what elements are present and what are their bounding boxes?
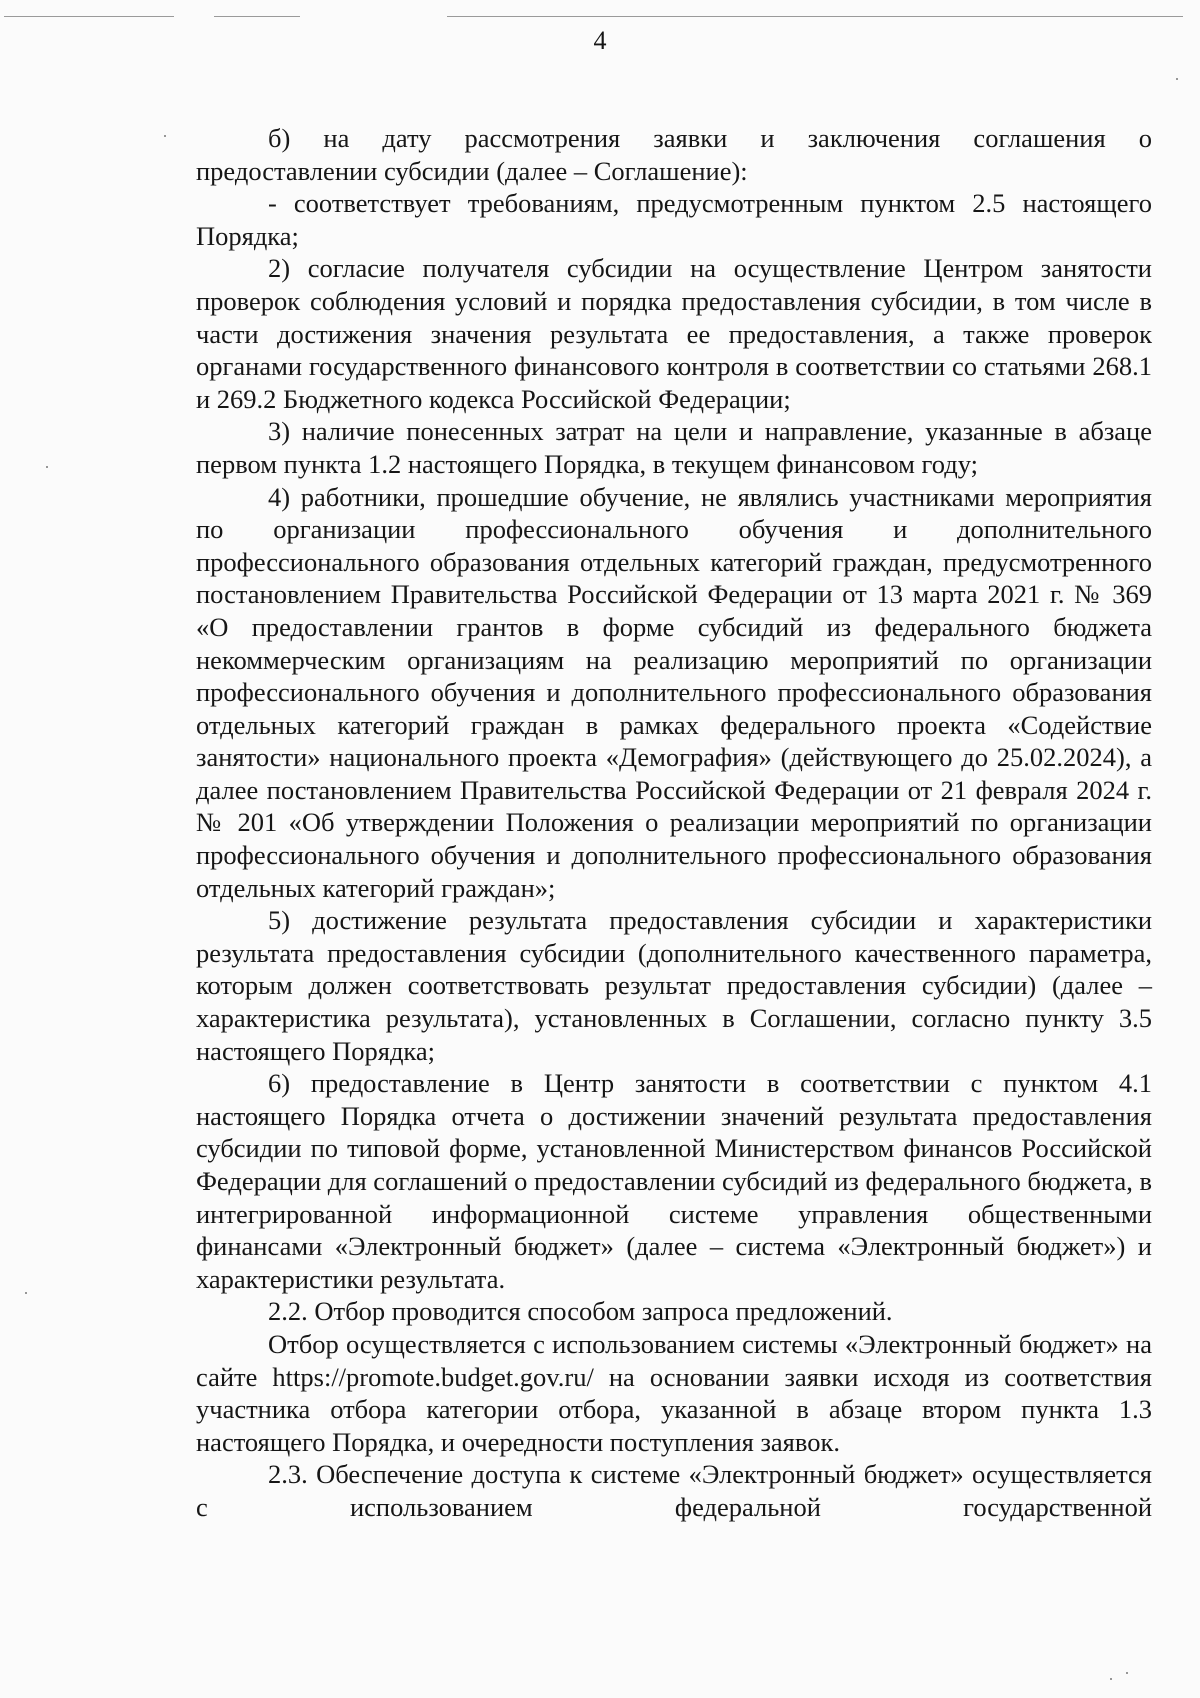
paragraph-7: 5) достижение результата предоставления субсидии и характеристики результата предоставления субсидии (дополнительного качественного параметра, которым должен соответствовать результат предоставления субсидии) (далее – характеристика результата), установленных в Соглашении, согласно пункту 3.5 настоящего Порядка; bbox=[196, 905, 1152, 1066]
scan-edge-line bbox=[214, 16, 300, 17]
paragraph-8: 6) предоставление в Центр занятости в соответствии с пунктом 4.1 настоящего Порядка отчета о достижении значений результата предоставления субсидии по типовой форме, установленной Министерством финансов Российской Федерации для соглашений о предоставлении субсидий из федерального бюджета, в интегрированной информационной системе управления общественными финансами «Электронный бюджет» (далее – система «Электронный бюджет») и характеристики результата. bbox=[196, 1068, 1152, 1294]
paragraph-10: Отбор осуществляется с использованием системы «Электронный бюджет» на сайте https://promote.budget.gov.ru/ на основании заявки исходя из соответствия участника отбора категории отбора, указанной в абзаце втором пункта 1.3 настоящего Порядка, и очередности поступления заявок. bbox=[196, 1328, 1152, 1457]
paragraph-1: б) на дату рассмотрения заявки и заключения соглашения о bbox=[268, 123, 1152, 153]
paragraph-9: 2.2. Отбор проводится способом запроса предложений. bbox=[268, 1296, 893, 1327]
scan-edge-line bbox=[447, 16, 1183, 17]
paragraph-6: 4) работники, прошедшие обучение, не являлись участниками мероприятия по организации профессионального обучения и дополнительного профессионального образования отдельных категорий граждан, предусмотренного постановлением Правительства Российской Федерации от 13 марта 2021 г. № 369 «О предоставлении грантов в форме субсидий из федерального бюджета некоммерческим организациям на реализацию мероприятий по организации профессионального обучения и дополнительного профессионального образования отдельных категорий граждан в рамках федерального проекта «Содействие занятости» национального проекта «Демография» (действующего до 25.02.2024), а далее постановлением Правительства Российской Федерации от 21 февраля 2024 г. № 201 «Об утверждении Положения о реализации мероприятий по организации профессионального обучения и дополнительного профессионального образования отдельных категорий граждан»; bbox=[196, 481, 1152, 903]
paragraph-4: 2) согласие получателя субсидии на осуществление Центром занятости проверок соблюдения условий и порядка предоставления субсидии, в том числе в части достижения значения результата ее предоставления, а также проверок органами государственного финансового контроля в соответствии со статьями 268.1 и 269.2 Бюджетного кодекса Российской Федерации; bbox=[196, 253, 1152, 414]
document-body bbox=[196, 122, 1152, 1524]
scan-speck bbox=[25, 1292, 27, 1294]
scan-speck bbox=[46, 466, 48, 468]
paragraph-3: - соответствует требованиям, предусмотренным пунктом 2.5 настоящего Порядка; bbox=[196, 188, 1152, 251]
page-number: 4 bbox=[593, 26, 607, 55]
paragraph-11: 2.3. Обеспечение доступа к системе «Электронный бюджет» осуществляется с использованием федеральной государственной bbox=[196, 1459, 1152, 1522]
scan-speck bbox=[1126, 1672, 1128, 1674]
scan-speck bbox=[164, 135, 166, 137]
paragraph-5: 3) наличие понесенных затрат на цели и направление, указанные в абзаце первом пункта 1.2 настоящего Порядка, в текущем финансовом году; bbox=[196, 416, 1152, 479]
paragraph-2: предоставлении субсидии (далее – Соглашение): bbox=[196, 155, 748, 186]
scan-speck bbox=[1110, 1678, 1112, 1680]
scan-edge-line bbox=[4, 16, 174, 17]
scan-speck bbox=[1176, 78, 1178, 80]
